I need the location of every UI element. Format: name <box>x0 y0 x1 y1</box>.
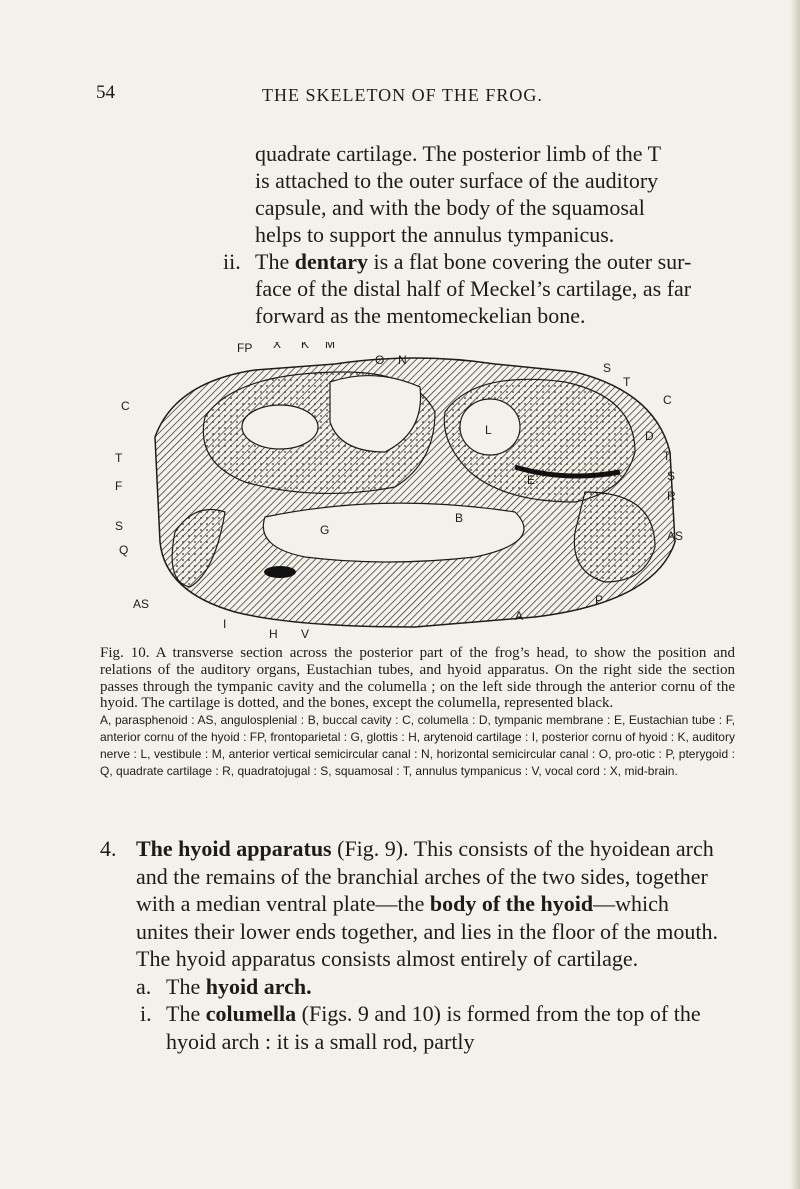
fig-label: N <box>398 353 407 367</box>
subsection-pre: The <box>166 973 206 999</box>
intro-line: quadrate cartilage. The posterior limb of the T <box>255 141 662 166</box>
page-edge-shadow <box>790 0 800 1189</box>
subsection-a <box>100 973 720 1001</box>
fig-label: G <box>320 523 330 537</box>
item-ii-pre: The <box>255 249 295 274</box>
transverse-section-illustration <box>115 342 695 642</box>
caption-lead: Fig. 10. <box>100 645 150 661</box>
fig-label: O <box>375 353 385 367</box>
left-vestibule <box>242 405 318 449</box>
fig-label: T <box>623 375 631 389</box>
subsection-marker: a. <box>136 973 152 999</box>
section-text: This consists of the hyoidean arch and the remains of the branchial arches of the two sides, together with a median ventral plate—the <box>136 836 714 916</box>
fig-label: V <box>301 627 310 641</box>
section-hyoid-apparatus <box>100 835 720 1055</box>
page-number: 54 <box>96 82 115 103</box>
fig-label: I <box>223 617 227 631</box>
fig-label: A <box>515 609 524 623</box>
item-ii-line: is a flat bone covering the outer sur- <box>368 249 692 274</box>
item-ii-line: forward as the mentomeckelian bone. <box>255 303 586 328</box>
fig-label: B <box>455 511 464 525</box>
item-marker: ii. <box>223 249 241 274</box>
section-4-paragraph <box>100 835 720 973</box>
fig-label: S <box>115 519 124 533</box>
intro-line: capsule, and with the body of the squamosal <box>255 195 645 220</box>
item-ii <box>223 248 723 329</box>
fig-label: C <box>663 393 672 407</box>
fig-label: T <box>115 451 123 465</box>
buccal-cavity <box>263 503 524 562</box>
term-dentary: dentary <box>294 249 369 274</box>
section-text-2: —which unites their lower ends together, and lies in the floor of the mouth. The hyoid apparatus consists almost entirely of cartilage. <box>136 891 718 971</box>
section-number: 4. <box>100 836 117 861</box>
glottis <box>264 566 296 578</box>
intro-paragraph <box>255 140 715 248</box>
fig-label: T <box>663 449 671 463</box>
fig-label: X <box>273 342 282 351</box>
fig-label: F <box>115 479 123 493</box>
term-columella: columella <box>205 1001 297 1026</box>
running-head: THE SKELETON OF THE FROG. <box>262 85 543 105</box>
subsection-marker: i. <box>140 1001 152 1026</box>
item-ii-line: face of the distal half of Meckel’s cartilage, as far <box>255 276 692 301</box>
fig-label: L <box>485 423 492 437</box>
subsection-text: (Figs. 9 and 10) is formed from the top of the hyoid arch : it is a small rod, partly <box>166 1001 701 1054</box>
subsection-i <box>100 1000 720 1055</box>
fig-label: C <box>121 399 130 413</box>
key-letter: A <box>100 713 109 728</box>
fig-label: H <box>269 627 278 641</box>
fig-label: R <box>667 489 676 503</box>
fig-label: M <box>325 342 335 351</box>
fig-label: S <box>603 361 612 375</box>
fig-label: Q <box>119 543 129 557</box>
fig-label: S <box>667 469 676 483</box>
fig-label: AS <box>667 529 684 543</box>
fig-label: D <box>645 429 654 443</box>
fig-label: AS <box>133 597 150 611</box>
subsection-pre: The <box>166 1001 206 1026</box>
fig-label: FP <box>237 342 253 355</box>
section-heading: The hyoid apparatus <box>136 836 332 861</box>
fig-label: P <box>595 593 604 607</box>
fig-label: E <box>527 473 536 487</box>
term-hyoid-arch: hyoid arch. <box>205 973 312 999</box>
caption-key: A, parasphenoid : AS, angulosplenial : B, buccal cavity : C, columella : D, tympanic membrane : E, Eustachian tube : F, anterior cornu of the hyoid : FP, frontoparietal : G, glottis : H, arytenoid cartilage : I, posterior cornu of hyoid : K, auditory nerve : L, vestibule : M, anterior vertical semicircular canal : N, horizontal semicircular canal : O, pro-otic : P, pterygoid : Q, quadrate cartilage : R, quadratojugal : S, squamosal : T, annulus tympanicus : V, vocal cord : X, mid-brain. <box>100 713 736 778</box>
figure-10 <box>115 342 695 642</box>
caption-text: A transverse section across the posterior part of the frog’s head, to show the position and relations of the auditory organs, Eustachian tubes, and hyoid apparatus. On the right side the section passes through the tympanic cavity and the columella ; on the left side through the anterior cornu of the hyoid. The cartilage is dotted, and the bones, except the columella, represented black. <box>100 645 735 712</box>
figure-caption <box>100 645 735 779</box>
section-ref: (Fig. 9). <box>331 836 409 861</box>
fig-label: K <box>301 342 310 351</box>
term-body-of-hyoid: body of the hyoid <box>429 891 594 916</box>
intro-line: helps to support the annulus tympanicus. <box>255 222 615 247</box>
intro-line: is attached to the outer surface of the auditory <box>255 168 659 193</box>
